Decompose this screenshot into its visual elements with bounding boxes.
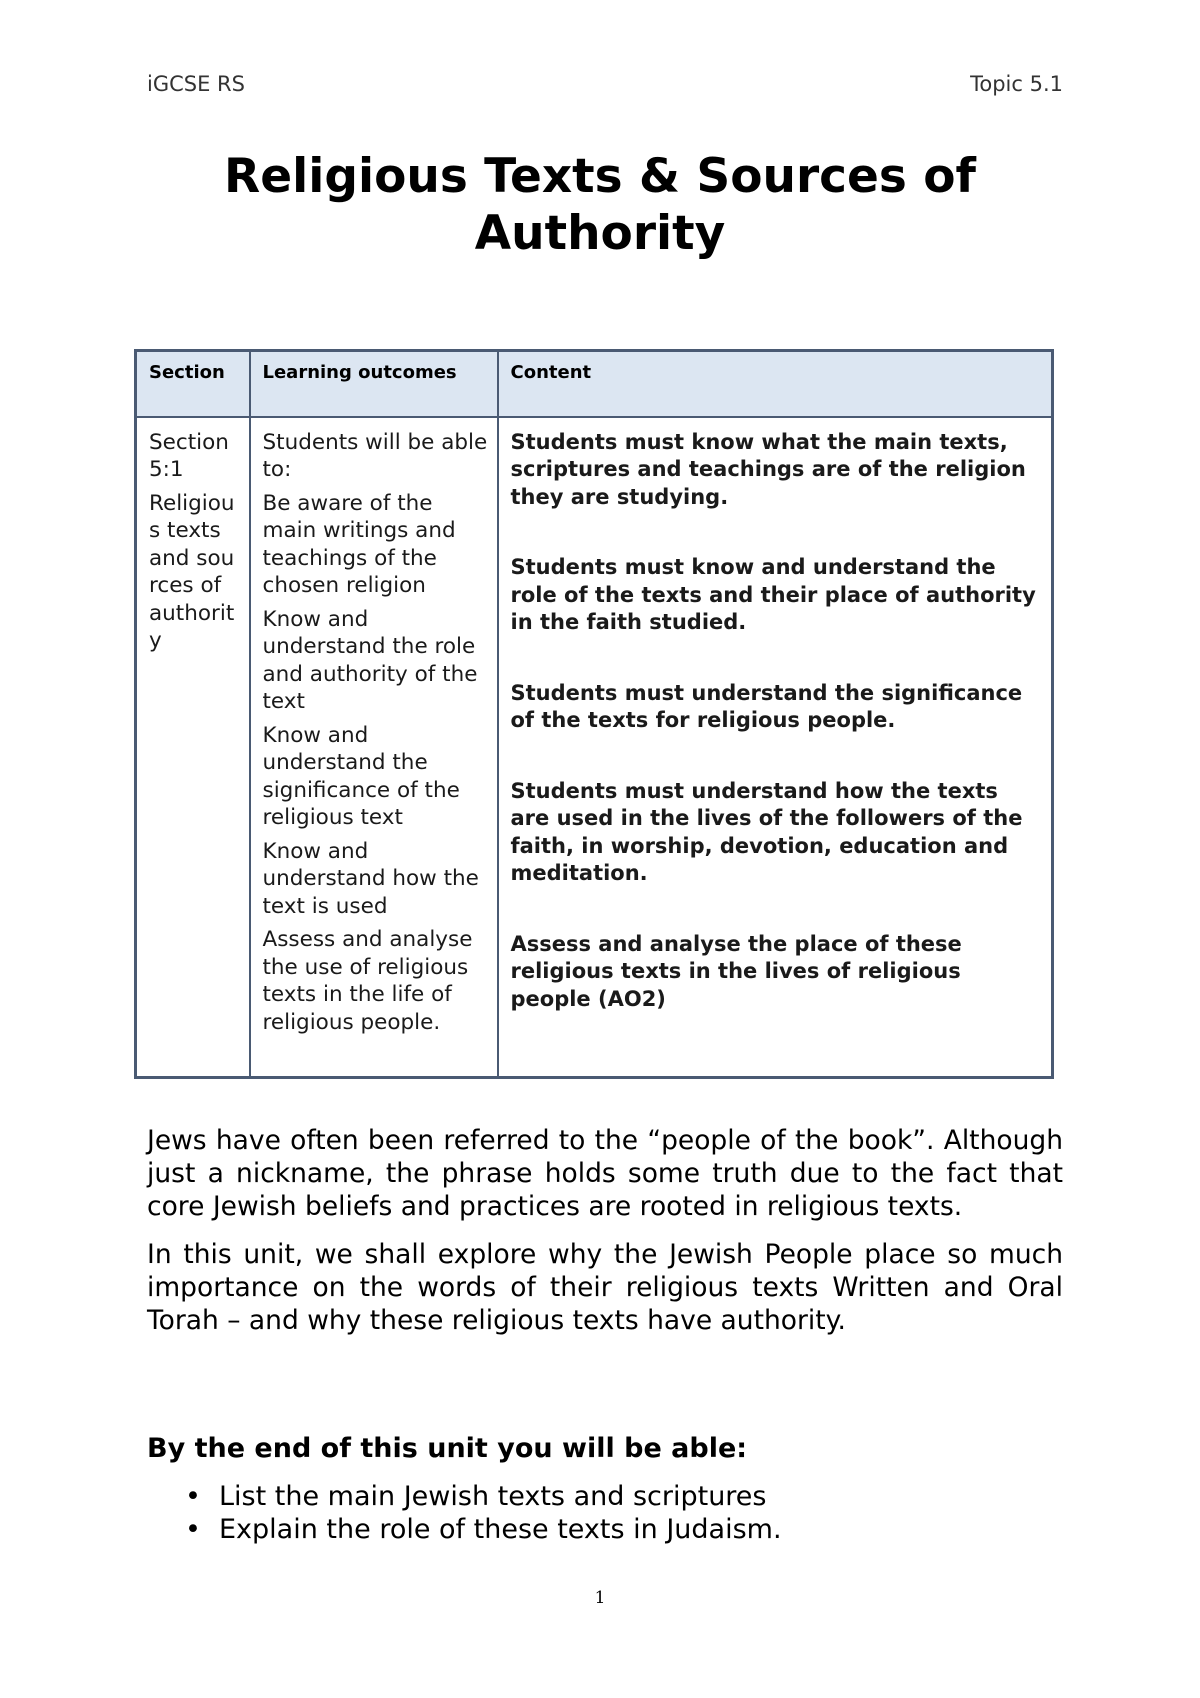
intro-text xyxy=(147,1124,1063,1352)
header-course-label: iGCSE RS xyxy=(147,72,245,96)
learning-outcomes-cell xyxy=(250,417,498,1078)
content-item: Students must know what the main texts, scriptures and teachings are of the religion they are studying. xyxy=(510,429,1026,509)
intro-paragraph-2: In this unit, we shall explore why the Jewish People place so much importance on the words of their religious texts Written and Oral Torah – and why these religious texts have authority. xyxy=(147,1239,1063,1336)
content-item: Students must understand the significance of the texts for religious people. xyxy=(510,680,1023,732)
intro-paragraph-1: Jews have often been referred to the “people of the book”. Although just a nickname, the phrase holds some truth due to the fact that core Jewish beliefs and practices are rooted in religious texts. xyxy=(147,1125,1063,1222)
objective-text: Explain the role of these texts in Judaism. xyxy=(219,1514,782,1545)
list-item xyxy=(147,1480,782,1513)
outcome-item: Be aware of the main writings and teachings of the chosen religion xyxy=(262,490,456,598)
bullet-icon: • xyxy=(185,1514,201,1545)
header-topic-label: Topic 5.1 xyxy=(970,72,1063,96)
content-item: Students must know and understand the role of the texts and their place of authority in the faith studied. xyxy=(510,555,1036,634)
section-cell xyxy=(136,417,250,1078)
page-title-line-2: Authority xyxy=(474,206,726,261)
section-name: Religious texts and sources of authority xyxy=(149,490,235,653)
column-header-section: Section xyxy=(136,351,250,417)
content-cell xyxy=(498,417,1053,1078)
outcome-item: Assess and analyse the use of religious texts in the life of religious people. xyxy=(262,927,473,1035)
table-header-row xyxy=(136,351,1053,417)
page-title xyxy=(120,148,1080,262)
table-row xyxy=(136,417,1053,1078)
bullet-icon: • xyxy=(185,1481,201,1512)
content-item: Assess and analyse the place of these religious texts in the lives of religious people (AO2) xyxy=(510,931,962,1011)
column-header-learning-outcomes: Learning outcomes xyxy=(250,351,498,417)
learning-outcomes-table xyxy=(134,349,1054,1079)
objective-text: List the main Jewish texts and scriptures xyxy=(219,1481,767,1512)
objectives-heading: By the end of this unit you will be able: xyxy=(147,1433,748,1464)
outcome-item: Know and understand how the text is used xyxy=(262,838,479,919)
list-item xyxy=(147,1513,782,1546)
column-header-content: Content xyxy=(498,351,1053,417)
outcome-item: Know and understand the significance of the religious text xyxy=(262,722,460,830)
outcomes-intro: Students will be able to: xyxy=(262,429,488,482)
section-number: Section 5:1 xyxy=(149,429,229,482)
page-title-line-1: Religious Texts & Sources of xyxy=(224,149,976,204)
outcome-item: Know and understand the role and authority of the text xyxy=(262,606,478,714)
objectives-list xyxy=(147,1480,782,1546)
content-item: Students must understand how the texts are used in the lives of the followers of the faith, in worship, devotion, education and meditation. xyxy=(510,778,1023,885)
page-number: 1 xyxy=(594,1588,606,1608)
